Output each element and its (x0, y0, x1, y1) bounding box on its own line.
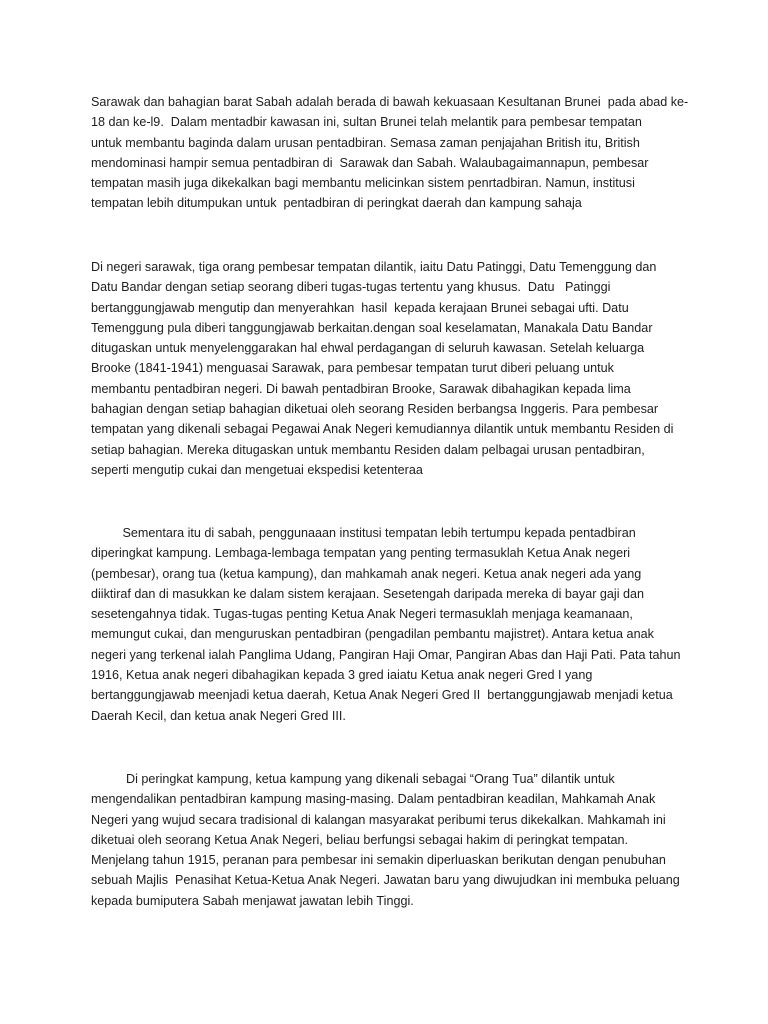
paragraph-sarawak-pembesar (91, 257, 691, 480)
text-line: Menjelang tahun 1915, peranan para pembesar ini semakin diperluaskan berikutan dengan penubuhan (91, 853, 666, 868)
text-line: Negeri yang wujud secara tradisional di kalangan masyarakat peribumi terus dikekalkan. Mahkamah ini (91, 812, 666, 827)
text-line: sebuah Majlis Penasihat Ketua-Ketua Anak Negeri. Jawatan baru yang diwujudkan ini membuka peluang (91, 873, 680, 888)
text-line: seperti mengutip cukai dan mengetuai ekspedisi ketenteraa (91, 462, 423, 477)
text-line: tempatan masih juga dikekalkan bagi membantu melicinkan sistem penrtadbiran. Namun, institusi (91, 176, 635, 191)
text-line: Sarawak dan bahagian barat Sabah adalah berada di bawah kekuasaan Kesultanan Brunei pada abad ke- (91, 95, 689, 109)
paragraph-peringkat-kampung (91, 769, 691, 911)
text-line: kepada bumiputera Sabah menjawat jawatan lebih Tinggi. (91, 893, 414, 908)
text-line: sesetengahnya tidak. Tugas-tugas penting Ketua Anak Negeri termasuklah menjaga keamanaan, (91, 607, 633, 622)
text-line: ditugaskan untuk menyelenggarakan hal ehwal perdagangan di seluruh kawasan. Setelah keluarga (91, 341, 645, 356)
text-line: untuk membantu baginda dalam urusan pentadbiran. Semasa zaman penjajahan British itu, British (91, 135, 640, 150)
text-line: Daerah Kecil, dan ketua anak Negeri Gred III. (91, 708, 346, 723)
text-line: mengendalikan pentadbiran kampung masing-masing. Dalam pentadbiran keadilan, Mahkamah Anak (91, 792, 656, 807)
text-line: bertanggungjawab meenjadi ketua daerah, Ketua Anak Negeri Gred II bertanggungjawab menjadi ketua (91, 688, 673, 703)
text-line: setiap bahagian. Mereka ditugaskan untuk membantu Residen dalam pelbagai urusan pentadbiran, (91, 442, 645, 457)
text-line: diketuai oleh seorang Ketua Anak Negeri, beliau berfungsi sebagai hakim di peringkat tempatan. (91, 832, 628, 847)
text-line: tempatan lebih ditumpukan untuk pentadbiran di peringkat daerah dan kampung sahaja (91, 196, 582, 211)
text-line: diiktiraf dan di masukkan ke dalam sistem kerajaan. Sesetengah daripada mereka di bayar gaji dan (91, 586, 645, 601)
text-line: Sementara itu di sabah, penggunaaan institusi tempatan lebih tertumpu kepada pentadbiran (91, 526, 636, 540)
text-line: Di peringkat kampung, ketua kampung yang dikenali sebagai “Orang Tua” dilantik untuk (91, 772, 615, 786)
text-line: diperingkat kampung. Lembaga-lembaga tempatan yang penting termasuklah Ketua Anak negeri (91, 546, 631, 561)
text-line: memungut cukai, dan menguruskan pentadbiran (pengadilan pembantu majistret). Antara ketua anak (91, 627, 654, 642)
text-line: mendominasi hampir semua pentadbiran di Sarawak dan Sabah. Walaubagaimannapun, pembesar (91, 155, 649, 170)
text-line: 1916, Ketua anak negeri dibahagikan kepada 3 gred iaiatu Ketua anak negeri Gred I yang (91, 668, 593, 683)
text-line: (pembesar), orang tua (ketua kampung), dan mahkamah anak negeri. Ketua anak negeri ada yang (91, 566, 642, 581)
paragraph-sarawak-sabah-intro (91, 92, 691, 214)
text-line: tempatan yang dikenali sebagai Pegawai Anak Negeri kemudiannya dilantik untuk membantu Residen di (91, 422, 674, 437)
text-line: Brooke (1841-1941) menguasai Sarawak, para pembesar tempatan turut diberi peluang untuk (91, 361, 614, 376)
paragraph-sabah-institusi (91, 523, 691, 726)
text-line: Datu Bandar dengan setiap seorang diberi tugas-tugas tertentu yang khusus. Datu Patinggi (91, 280, 611, 295)
text-line: 18 dan ke-l9. Dalam mentadbir kawasan ini, sultan Brunei telah melantik para pembesar tempatan (91, 115, 642, 130)
text-line: bahagian dengan setiap bahagian diketuai oleh seorang Residen berbangsa Inggeris. Para pembesar (91, 402, 659, 417)
text-line: Temenggung pula diberi tanggungjawab berkaitan.dengan soal keselamatan, Manakala Datu Bandar (91, 320, 653, 335)
text-line: membantu pentadbiran negeri. Di bawah pentadbiran Brooke, Sarawak dibahagikan kepada lima (91, 381, 631, 396)
text-line: Di negeri sarawak, tiga orang pembesar tempatan dilantik, iaitu Datu Patinggi, Datu Temenggung dan (91, 260, 657, 274)
text-line: bertanggungjawab mengutip dan menyerahkan hasil kepada kerajaan Brunei sebagai ufti. Datu (91, 300, 629, 315)
text-line: negeri yang terkenal ialah Panglima Udang, Pangiran Haji Omar, Pangiran Abas dan Haji Pati. Pata tahun (91, 647, 681, 662)
